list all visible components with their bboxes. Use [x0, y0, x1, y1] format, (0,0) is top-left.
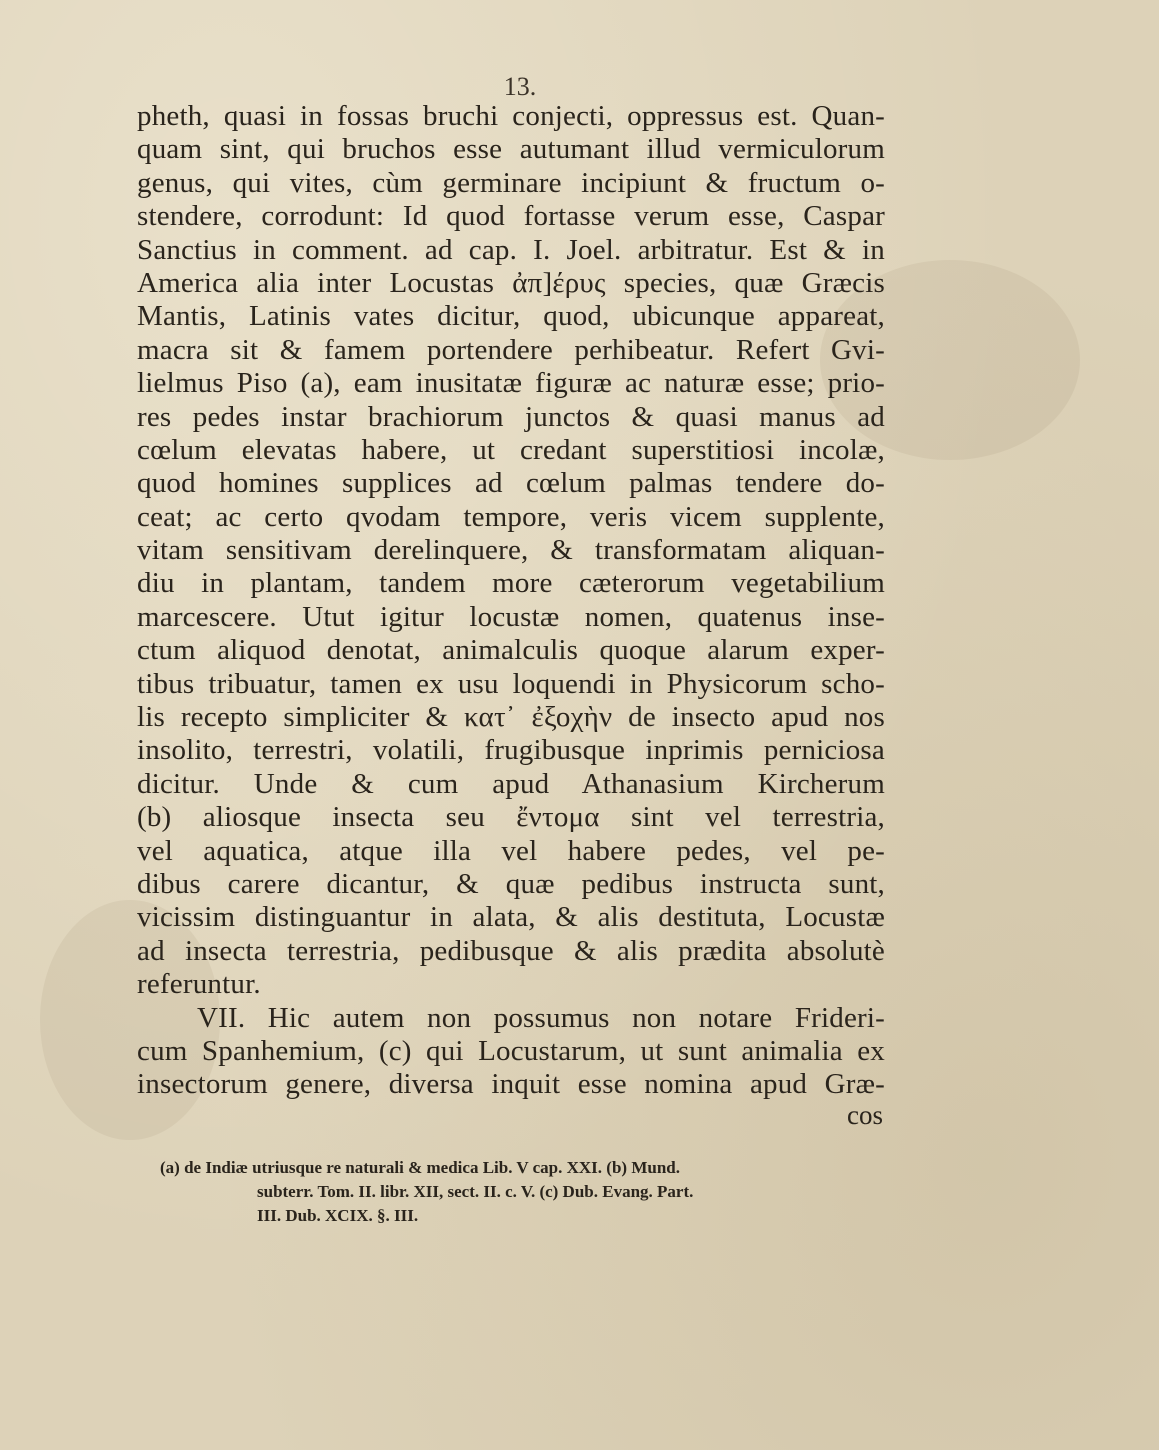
text-line: tibus tribuatur, tamen ex usu loquendi in Physicorum scho-: [137, 667, 885, 700]
text-line: genus, qui vites, cùm germinare incipiunt & fructum o-: [137, 166, 885, 199]
text-line: stendere, corrodunt: Id quod fortasse verum esse, Caspar: [137, 200, 885, 233]
text-line: dibus carere dicantur, & quæ pedibus instructa sunt,: [137, 867, 885, 900]
catchword: cos: [847, 1100, 883, 1130]
text-line: lis recepto simpliciter & κατ᾽ ἐξοχὴν de insecto apud nos: [137, 701, 885, 734]
text-line: Sanctius in comment. ad cap. I. Joel. arbitratur. Est & in: [137, 233, 885, 266]
text-line: ctum aliquod denotat, animalculis quoque alarum exper-: [137, 634, 885, 667]
text-line: (b) aliosque insecta seu ἔντομα sint vel terrestria,: [137, 801, 885, 834]
text-line: diu in plantam, tandem more cæterorum vegetabilium: [137, 567, 885, 600]
text-line: lielmus Piso (a), eam inusitatæ figuræ ac naturæ esse; prio-: [137, 367, 885, 400]
footnote-line: subterr. Tom. II. libr. XII, sect. II. c. V. (c) Dub. Evang. Part.: [257, 1182, 694, 1201]
text-line: vitam sensitivam derelinquere, & transformatam aliquan-: [137, 534, 885, 567]
text-line: vel aquatica, atque illa vel habere pedes, vel pe-: [137, 834, 885, 867]
text-line: pheth, quasi in fossas bruchi conjecti, oppressus est. Quan-: [137, 100, 885, 132]
text-line: marcescere. Utut igitur locustæ nomen, quatenus inse-: [137, 600, 885, 633]
text-line: macra sit & famem portendere perhibeatur. Refert Gvi-: [137, 333, 885, 366]
text-line: referuntur.: [137, 968, 261, 1001]
text-line: cum Spanhemium, (c) qui Locustarum, ut sunt animalia ex: [137, 1034, 885, 1067]
text-line: dicitur. Unde & cum apud Athanasium Kircherum: [137, 767, 885, 800]
footnotes: [160, 1156, 890, 1228]
text-line: insectorum genere, diversa inquit esse nomina apud Græ-: [137, 1068, 885, 1101]
text-line: quod homines supplices ad cœlum palmas tendere do-: [137, 467, 885, 500]
text-line: Mantis, Latinis vates dicitur, quod, ubicunque appareat,: [137, 300, 885, 333]
text-line: America alia inter Locustas ἀπ]έρυς species, quæ Græcis: [137, 266, 885, 299]
text-line: cœlum elevatas habere, ut credant superstitiosi incolæ,: [137, 433, 885, 466]
body-text: [137, 100, 885, 1102]
section-heading-line: VII. Hic autem non possumus non notare Frideri-: [197, 1001, 885, 1034]
text-line: ceat; ac certo qvodam tempore, veris vicem supplente,: [137, 500, 885, 533]
page-number: 13.: [503, 72, 537, 101]
text-line: insolito, terrestri, volatili, frugibusque inprimis perniciosa: [137, 734, 885, 767]
text-line: quam sint, qui bruchos esse autumant illud vermiculorum: [137, 133, 885, 166]
text-line: vicissim distinguantur in alata, & alis destituta, Locustæ: [137, 901, 885, 934]
text-line: res pedes instar brachiorum junctos & quasi manus ad: [137, 400, 885, 433]
footnote-line: (a) de Indiæ utriusque re naturali & medica Lib. V cap. XXI. (b) Mund.: [160, 1158, 680, 1177]
text-line: ad insecta terrestria, pedibusque & alis prædita absolutè: [137, 934, 885, 967]
footnote-line: III. Dub. XCIX. §. III.: [257, 1206, 419, 1225]
